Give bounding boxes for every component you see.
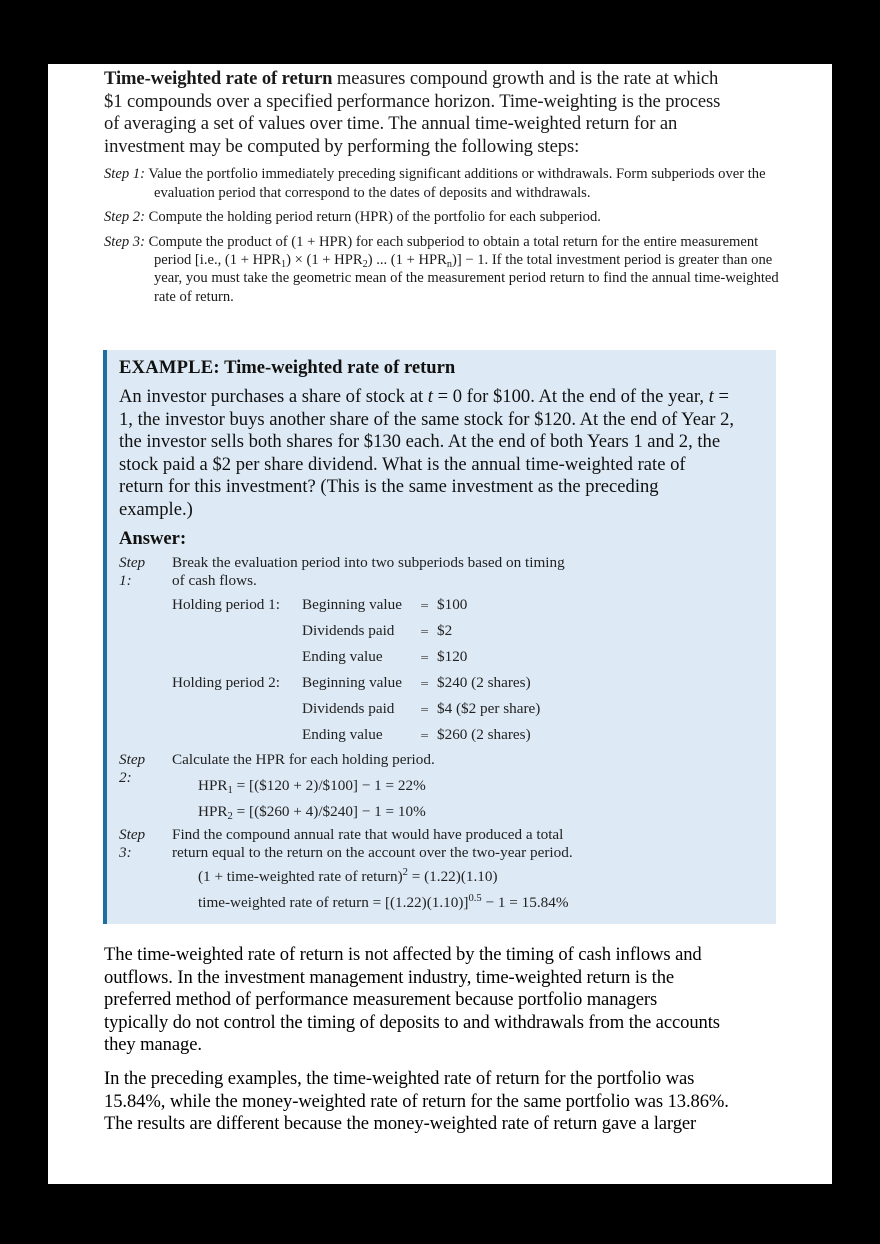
paragraph-line: outflows. In the investment management industry, time-weighted return is the: [104, 966, 675, 988]
twr-result-equation: [198, 894, 568, 912]
solution-line: return equal to the return on the account over the two-year period.: [172, 844, 573, 861]
step-text: ) × (1 + HPR: [286, 252, 363, 268]
step-text: Compute the product of (1 + HPR) for each subperiod to obtain a total return for the entire measurement period [i.e., (1 + HPR: [148, 233, 759, 268]
step-text: )] − 1. If the total investment period is greater than one year, you must take the geometric mean of the measurement period return to find the annual time-weighted rate of return.: [154, 252, 779, 305]
after-paragraph-1: [104, 944, 794, 1057]
formula-text: time-weighted rate of return = [(1.22)(1.10)]: [198, 894, 469, 911]
step-text: Value the portfolio immediately preceding significant additions or withdrawals. Form subperiods over the evaluation period that correspond to the dates of deposits and withdrawals.: [148, 166, 766, 201]
question-text: An investor purchases a share of stock at: [119, 386, 428, 407]
solution-line: of cash flows.: [172, 572, 257, 589]
period-row-item: Dividends paid: [302, 700, 395, 717]
period-row-value: $4 ($2 per share): [437, 700, 541, 717]
example-question: [119, 386, 774, 522]
solution-step-text: Calculate the HPR for each holding period.: [172, 751, 435, 768]
equals-sign: =: [420, 651, 430, 664]
subscript: 1: [227, 785, 233, 796]
solution-step-text: [172, 554, 565, 590]
superscript: 2: [402, 867, 408, 878]
period-row-value: $100: [437, 596, 468, 613]
hpr-symbol: HPR: [198, 803, 228, 820]
answer-label: Answer:: [119, 528, 187, 549]
equals-sign: =: [420, 703, 430, 716]
compound-equation: [198, 868, 498, 886]
paragraph-line: In the preceding examples, the time-weighted rate of return for the portfolio was: [104, 1068, 695, 1089]
step-text: ) ... (1 + HPR: [367, 252, 447, 268]
period-row-item: Beginning value: [302, 596, 402, 613]
steps-list: [104, 165, 784, 306]
question-text: = 0 for $100. At the end of the year,: [432, 386, 709, 407]
step-2: [104, 208, 784, 226]
hpr1-formula: [198, 777, 426, 795]
solution-step-text: [172, 826, 573, 862]
example-title: [119, 357, 455, 379]
equals-sign: =: [420, 677, 430, 690]
example-tag: EXAMPLE:: [119, 357, 220, 378]
subscript: n: [446, 259, 452, 270]
solution-line: Break the evaluation period into two subperiods based on timing: [172, 554, 565, 571]
intro-line: investment may be computed by performing the following steps:: [104, 135, 580, 157]
paragraph-line: they manage.: [104, 1034, 202, 1056]
formula-text: (1 + time-weighted rate of return): [198, 868, 403, 885]
example-box: [103, 350, 776, 924]
intro-term: Time-weighted rate of return: [104, 68, 333, 89]
document-page: [48, 64, 832, 1184]
after-paragraph-2: [104, 1068, 804, 1136]
paragraph-line: The results are different because the money-weighted rate of return gave a larger: [104, 1113, 697, 1135]
period-row-value: $240 (2 shares): [437, 674, 531, 691]
equals-sign: =: [420, 625, 430, 638]
step-label: Step 2:: [104, 209, 145, 226]
period-row-item: Ending value: [302, 648, 383, 665]
question-text: 1, the investor buys another share of the same stock for $120. At the end of Year 2,: [119, 408, 735, 430]
solution-step-label: Step 3:: [119, 826, 146, 861]
formula-text: − 1 = 15.84%: [481, 894, 569, 911]
paragraph-line: 15.84%, while the money-weighted rate of return for the same portfolio was 13.86%.: [104, 1090, 729, 1112]
period-row-value: $260 (2 shares): [437, 726, 531, 743]
period-row-item: Beginning value: [302, 674, 402, 691]
paragraph-line: preferred method of performance measurement because portfolio managers: [104, 989, 658, 1011]
variable-t: t: [708, 386, 714, 407]
subscript: 2: [362, 259, 368, 270]
paragraph-line: typically do not control the timing of deposits to and withdrawals from the accounts: [104, 1011, 720, 1033]
period-row-item: Ending value: [302, 726, 383, 743]
question-text: the investor sells both shares for $130 each. At the end of both Years 1 and 2, the: [119, 431, 721, 453]
equals-sign: =: [420, 729, 430, 742]
intro-line: $1 compounds over a specified performance horizon. Time-weighting is the process: [104, 90, 721, 112]
example-heading: Time-weighted rate of return: [224, 357, 456, 378]
holding-period-1-label: Holding period 1:: [172, 596, 280, 613]
step-1: [104, 165, 784, 202]
holding-period-2-label: Holding period 2:: [172, 674, 280, 691]
question-text: return for this investment? (This is the same investment as the preceding: [119, 476, 659, 498]
step-text: Compute the holding period return (HPR) of the portfolio for each subperiod.: [148, 209, 601, 226]
hpr2-formula: [198, 803, 426, 821]
period-row-item: Dividends paid: [302, 622, 395, 639]
intro-line: of averaging a set of values over time. The annual time-weighted return for an: [104, 113, 678, 135]
page-content: [104, 68, 784, 312]
solution-step-label: Step 2:: [119, 751, 146, 786]
question-text: =: [713, 386, 729, 407]
intro-paragraph: [104, 68, 784, 158]
step-label: Step 3:: [104, 233, 145, 250]
period-row-value: $120: [437, 648, 468, 665]
solution-step-label: Step 1:: [119, 554, 146, 589]
equals-sign: =: [420, 599, 430, 612]
paragraph-line: The time-weighted rate of return is not affected by the timing of cash inflows and: [104, 944, 702, 965]
step-3: [104, 233, 784, 307]
variable-t: t: [427, 386, 433, 407]
question-text: stock paid a $2 per share dividend. What is the annual time-weighted rate of: [119, 453, 686, 475]
intro-line: measures compound growth and is the rate at which: [332, 68, 719, 89]
formula-text: = [($260 + 4)/$240] − 1 = 10%: [232, 803, 426, 820]
step-label: Step 1:: [104, 166, 145, 183]
solution-line: Find the compound annual rate that would have produced a total: [172, 826, 564, 843]
subscript: 1: [281, 259, 287, 270]
period-row-value: $2: [437, 622, 453, 639]
formula-text: = [($120 + 2)/$100] − 1 = 22%: [232, 777, 426, 794]
hpr-symbol: HPR: [198, 777, 228, 794]
question-text: example.): [119, 498, 193, 520]
formula-text: = (1.22)(1.10): [407, 868, 498, 885]
subscript: 2: [227, 811, 233, 822]
superscript: 0.5: [468, 893, 482, 904]
